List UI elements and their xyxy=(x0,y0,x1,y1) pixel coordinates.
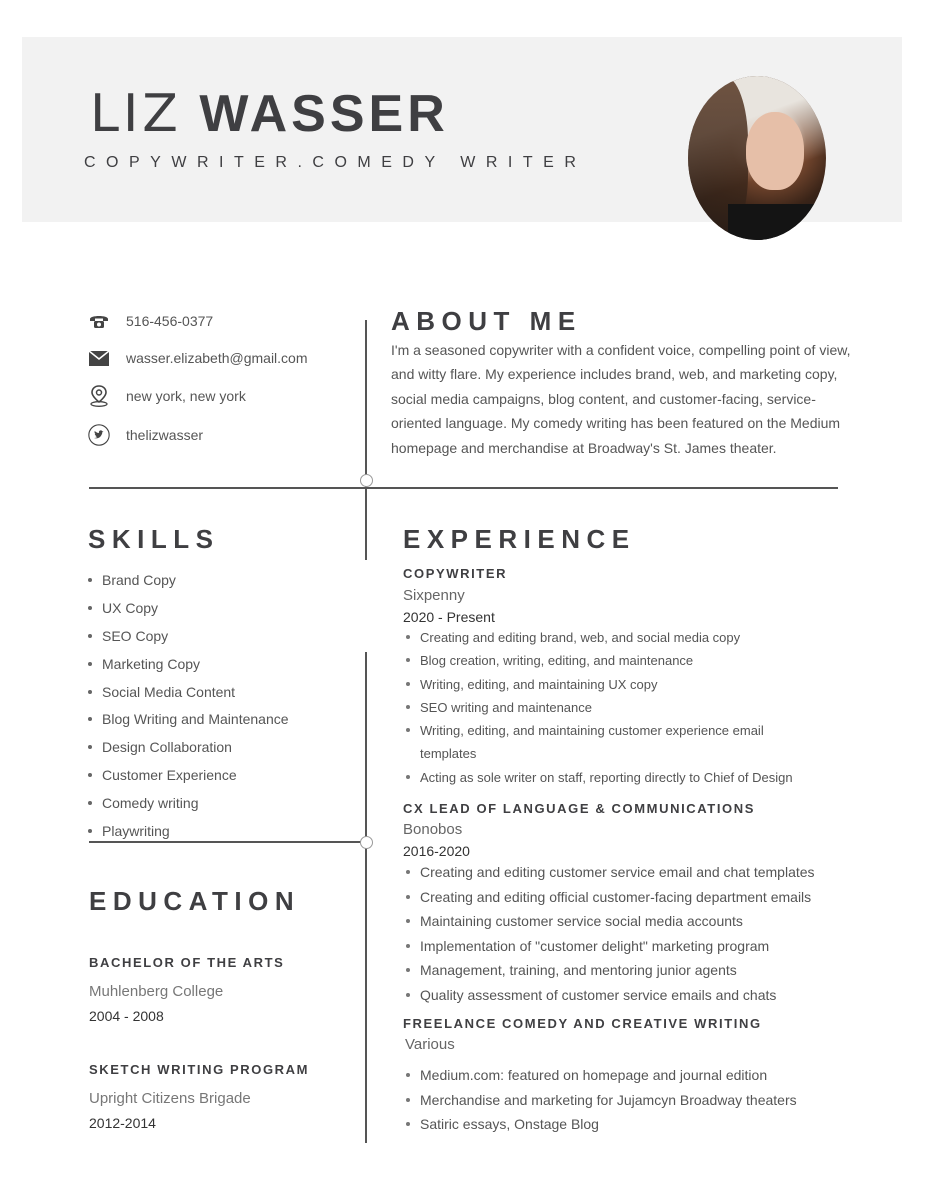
contact-location xyxy=(88,385,246,407)
horizontal-divider-top xyxy=(89,487,838,489)
profile-photo xyxy=(688,76,826,240)
list-item: Creating and editing official customer-facing department emails xyxy=(420,885,860,910)
job-bullets xyxy=(420,860,860,1008)
list-item: Satiric essays, Onstage Blog xyxy=(420,1112,860,1137)
list-item: Creating and editing brand, web, and social media copy xyxy=(420,626,820,649)
list-item: SEO writing and maintenance xyxy=(420,696,820,719)
list-item: UX Copy xyxy=(102,596,289,624)
contact-email xyxy=(88,347,308,369)
vertical-divider-top xyxy=(365,320,367,560)
education-school: Upright Citizens Brigade xyxy=(89,1090,251,1107)
list-item: Medium.com: featured on homepage and journal edition xyxy=(420,1063,860,1088)
job-years: 2016-2020 xyxy=(403,843,470,859)
list-item: SEO Copy xyxy=(102,624,289,652)
divider-node-bottom xyxy=(360,836,373,849)
list-item: Marketing Copy xyxy=(102,652,289,680)
job-title: COPYWRITER xyxy=(403,566,508,581)
phone-text: 516-456-0377 xyxy=(126,313,214,329)
email-text: wasser.elizabeth@gmail.com xyxy=(126,350,308,366)
list-item: Social Media Content xyxy=(102,680,289,708)
list-item: Comedy writing xyxy=(102,791,289,819)
experience-title: EXPERIENCE xyxy=(403,524,636,554)
first-name: LIZ xyxy=(90,84,182,144)
education-degree: SKETCH WRITING PROGRAM xyxy=(89,1062,310,1077)
list-item: Blog Writing and Maintenance xyxy=(102,707,289,735)
list-item: Maintaining customer service social media accounts xyxy=(420,909,860,934)
skills-list xyxy=(88,568,289,847)
vertical-divider-bottom xyxy=(365,652,367,1143)
about-text: I'm a seasoned copywriter with a confident voice, compelling point of view, and witty flare. My experience includes brand, web, and marketing copy, social media campaigns, blog content, and customer-facing, service-oriented language. My comedy writing has been featured on the Medium homepage and merchandise at Broadway's St. James theater. xyxy=(391,342,851,456)
envelope-icon xyxy=(88,347,110,369)
contact-twitter[interactable] xyxy=(88,424,204,446)
education-school: Muhlenberg College xyxy=(89,983,224,1000)
list-item: Blog creation, writing, editing, and maintenance xyxy=(420,649,820,672)
list-item: Design Collaboration xyxy=(102,735,289,763)
list-item: Creating and editing customer service email and chat templates xyxy=(420,860,860,885)
job-years: 2020 - Present xyxy=(403,609,495,625)
list-item: Brand Copy xyxy=(102,568,289,596)
list-item: Quality assessment of customer service emails and chats xyxy=(420,983,860,1008)
education-degree: BACHELOR OF THE ARTS xyxy=(89,955,285,970)
job-company: Sixpenny xyxy=(403,587,465,604)
skills-title: SKILLS xyxy=(88,524,220,554)
job-company: Bonobos xyxy=(403,821,463,838)
list-item: Management, training, and mentoring junior agents xyxy=(420,958,860,983)
education-years: 2012-2014 xyxy=(89,1115,156,1131)
phone-icon xyxy=(88,310,110,332)
list-item: Merchandise and marketing for Jujamcyn Broadway theaters xyxy=(420,1088,860,1113)
divider-node-top xyxy=(360,474,373,487)
location-text: new york, new york xyxy=(126,388,246,404)
job-company: Various xyxy=(405,1036,455,1053)
education-years: 2004 - 2008 xyxy=(89,1008,164,1024)
twitter-icon[interactable] xyxy=(88,424,110,446)
list-item: Acting as sole writer on staff, reporting directly to Chief of Design xyxy=(420,766,820,789)
job-subtitle: COPYWRITER.COMEDY WRITER xyxy=(84,154,587,171)
resume-name xyxy=(90,84,449,144)
last-name: WASSER xyxy=(199,85,449,143)
job-bullets xyxy=(420,626,820,789)
job-title: CX LEAD OF LANGUAGE & COMMUNICATIONS xyxy=(403,801,756,816)
map-pin-icon xyxy=(88,385,110,407)
twitter-handle[interactable]: thelizwasser xyxy=(126,427,204,443)
about-title: ABOUT ME xyxy=(391,306,582,336)
job-title: FREELANCE COMEDY AND CREATIVE WRITING xyxy=(403,1016,762,1031)
contact-phone xyxy=(88,310,214,332)
list-item: Writing, editing, and maintaining UX copy xyxy=(420,673,820,696)
job-bullets xyxy=(420,1063,860,1137)
list-item: Playwriting xyxy=(102,819,289,847)
education-title: EDUCATION xyxy=(89,886,301,916)
list-item: Customer Experience xyxy=(102,763,289,791)
list-item: Writing, editing, and maintaining customer experience email templates xyxy=(420,719,790,766)
list-item: Implementation of "customer delight" marketing program xyxy=(420,934,860,959)
